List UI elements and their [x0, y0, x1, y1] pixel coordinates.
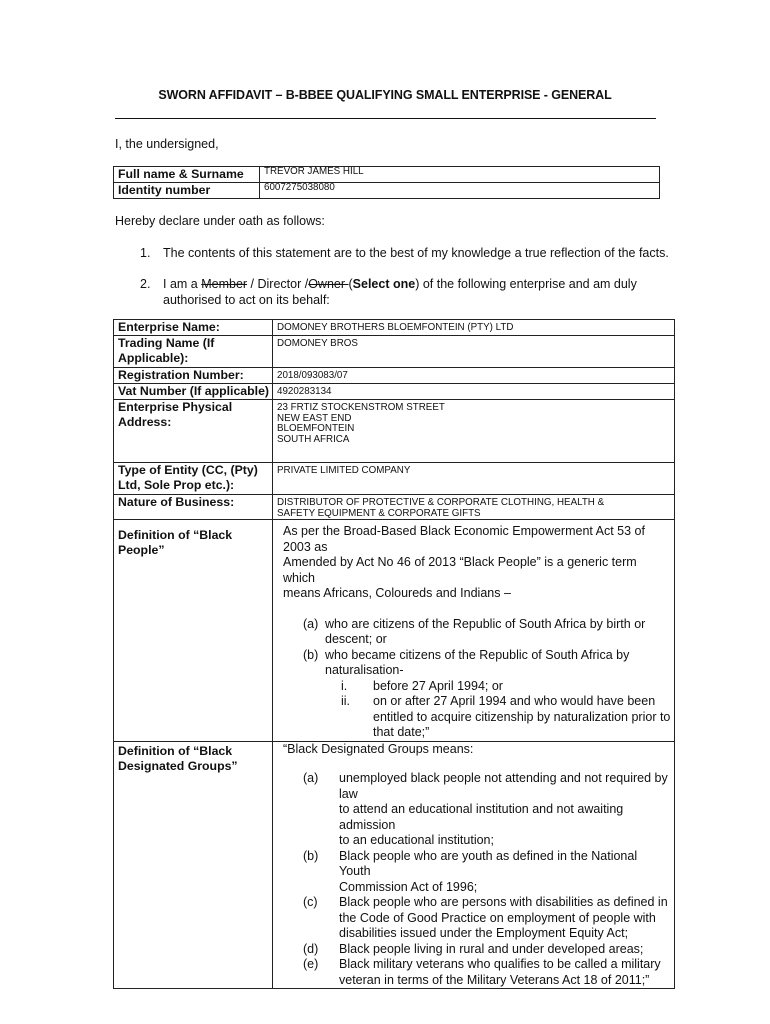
intro-text: I, the undersigned,: [115, 137, 219, 151]
identity-number-label: Identity number: [114, 183, 260, 199]
point-2-number: 2.: [140, 277, 151, 291]
table-row: [114, 463, 675, 495]
member-option[interactable]: Member: [201, 277, 248, 291]
vat-number-label: Vat Number (If applicable): [114, 384, 273, 400]
table-row: [114, 336, 675, 368]
table-row: [114, 384, 675, 400]
table-row: [114, 520, 675, 742]
registration-number-value[interactable]: 2018/093083/07: [273, 368, 675, 384]
table-row: [114, 495, 675, 520]
table-row: [114, 320, 675, 336]
black-people-label: Definition of “Black People”: [114, 520, 273, 742]
point-2-text: I am a Member / Director /Owner (Select one) of the following enterprise and am duly: [163, 277, 637, 291]
enterprise-name-label: Enterprise Name:: [114, 320, 273, 336]
declare-text: Hereby declare under oath as follows:: [115, 214, 325, 228]
table-row: [114, 167, 660, 183]
nature-of-business-label: Nature of Business:: [114, 495, 273, 520]
point-2-text-line2: authorised to act on its behalf:: [163, 293, 330, 307]
trading-name-label: Trading Name (If Applicable):: [114, 336, 273, 368]
black-people-definition: As per the Broad-Based Black Economic Empowerment Act 53 of 2003 as Amended by Act No 46 of 2013 “Black People” is a generic term which means Africans, Coloureds and Indians – (a) who are citizens of the Republic of South Africa by birth or descent; or (b) who became citizens of the Republic of South Africa by naturalisation- i. before 27 April 1994; or ii. on or after 27 April 1994 and who would have been entitled to acquire citizenship by naturalization prior to that date;”: [273, 520, 675, 742]
table-row: [114, 741, 675, 989]
physical-address-value[interactable]: 23 FRTIZ STOCKENSTROM STREET NEW EAST END BLOEMFONTEIN SOUTH AFRICA: [273, 400, 675, 463]
table-row: [114, 183, 660, 199]
full-name-label: Full name & Surname: [114, 167, 260, 183]
designated-groups-definition: “Black Designated Groups means: (a) unemployed black people not attending and not required by law to attend an educational institution and not awaiting admission to an educational institution; (b) Black people who are youth as defined in the National Youth Commission Act of 1996; (c) Black people who are persons with disabilities as defined in the Code of Good Practice on employment of people with disabilities issued under the Employment Equity Act; (d) Black people living in rural and under developed areas; (e) Black military veterans who qualifies to be called a military veteran in terms of the Military Veterans Act 18 of 2011;”: [273, 741, 675, 989]
identity-table: [113, 166, 660, 199]
full-name-value[interactable]: TREVOR JAMES HILL: [260, 167, 660, 183]
trading-name-value[interactable]: DOMONEY BROS: [273, 336, 675, 368]
vat-number-value[interactable]: 4920283134: [273, 384, 675, 400]
entity-type-label: Type of Entity (CC, (Pty) Ltd, Sole Prop etc.):: [114, 463, 273, 495]
point-1-text: The contents of this statement are to the best of my knowledge a true reflection of the facts.: [163, 246, 669, 260]
identity-number-value[interactable]: 6007275038080: [260, 183, 660, 199]
enterprise-name-value[interactable]: DOMONEY BROTHERS BLOEMFONTEIN (PTY) LTD: [273, 320, 675, 336]
designated-groups-label: Definition of “Black Designated Groups”: [114, 741, 273, 989]
document-title: SWORN AFFIDAVIT – B-BBEE QUALIFYING SMALL ENTERPRISE - GENERAL: [158, 88, 612, 102]
registration-number-label: Registration Number:: [114, 368, 273, 384]
point-1-number: 1.: [140, 246, 151, 260]
title-rule: [115, 118, 656, 119]
entity-type-value[interactable]: PRIVATE LIMITED COMPANY: [273, 463, 675, 495]
owner-option[interactable]: Owner: [308, 277, 349, 291]
table-row: [114, 368, 675, 384]
enterprise-table: [113, 319, 675, 989]
physical-address-label: Enterprise Physical Address:: [114, 400, 273, 463]
nature-of-business-value[interactable]: DISTRIBUTOR OF PROTECTIVE & CORPORATE CLOTHING, HEALTH & SAFETY EQUIPMENT & CORPORATE GIFTS: [273, 495, 675, 520]
table-row: [114, 400, 675, 463]
